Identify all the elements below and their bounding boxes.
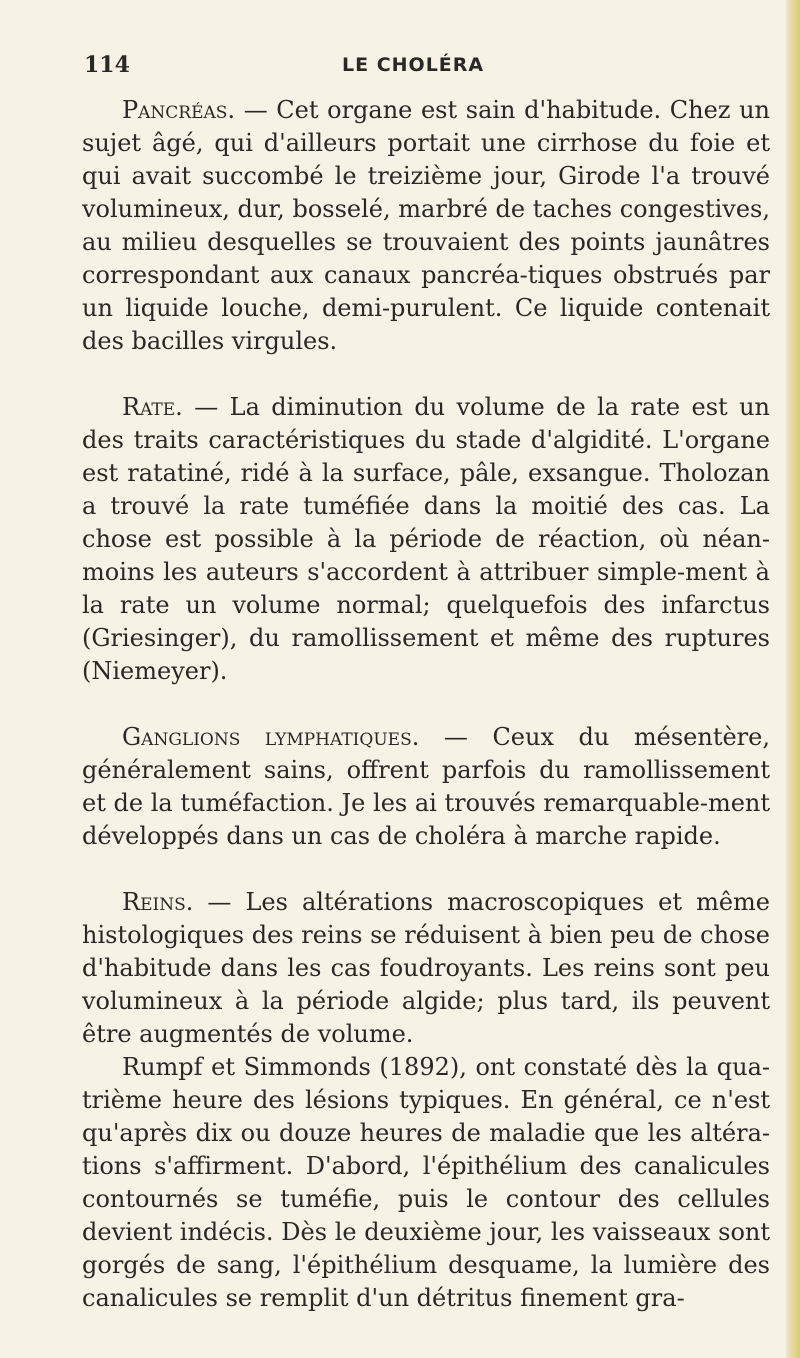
- section-heading: Pancréas.: [122, 96, 236, 124]
- section-text: — Ceux du mésentère, généralement sains, offrent parfois du ramollissement et de la tuméfaction. Je les ai trouvés remarquable-ment développés dans un cas de choléra à marche rapide.: [82, 723, 770, 850]
- section-heading: Reins.: [122, 888, 194, 916]
- section-ganglions: [82, 721, 770, 853]
- section-heading: Ganglions lymphatiques.: [122, 723, 420, 751]
- page-header: [84, 52, 754, 82]
- running-title: LE CHOLÉRA: [342, 54, 485, 76]
- section-reins: [82, 886, 770, 1051]
- page-edge: [786, 0, 800, 1358]
- section-text: — La diminution du volume de la rate est un des traits caractéristiques du stade d'algidité. L'organe est ratatiné, ridé à la surface, pâle, exsangue. Tholozan a trouvé la rate tuméfiée dans la moitié des cas. La chose est possible à la période de réaction, où néan-moins les auteurs s'accordent à attribuer simple-ment à la rate un volume normal; quelquefois des infarctus (Griesinger), du ramollissement et même des ruptures (Niemeyer).: [82, 393, 770, 685]
- continuation-paragraph: Rumpf et Simmonds (1892), ont constaté dès la qua-trième heure des lésions typiques. En général, ce n'est qu'après dix ou douze heures de maladie que les altéra-tions s'affirment. D'abord, l'épithélium des canalicules contournés se tuméfie, puis le contour des cellules devient indécis. Dès le deuxième jour, les vaisseaux sont gorgés de sang, l'épithélium desquame, la lumière des canalicules se remplit d'un détritus finement gra-: [82, 1053, 770, 1312]
- section-text: — Cet organe est sain d'habitude. Chez un sujet âgé, qui d'ailleurs portait une cirrhose du foie et qui avait succombé le treizième jour, Girode l'a trouvé volumineux, dur, bosselé, marbré de taches congestives, au milieu desquelles se trouvaient des points jaunâtres correspondant aux canaux pancréa-tiques obstrués par un liquide louche, demi-purulent. Ce liquide contenait des bacilles virgules.: [82, 96, 770, 355]
- section-heading: Rate.: [122, 393, 183, 421]
- section-pancreas: [82, 94, 770, 358]
- section-rate: [82, 391, 770, 688]
- section-text: — Les altérations macroscopiques et même histologiques des reins se réduisent à bien peu de chose d'habitude dans les cas foudroyants. Les reins sont peu volumineux à la période algide; plus tard, ils peuvent être augmentés de volume.: [82, 888, 770, 1048]
- page-number: 114: [84, 52, 130, 78]
- page-body: [82, 94, 770, 1348]
